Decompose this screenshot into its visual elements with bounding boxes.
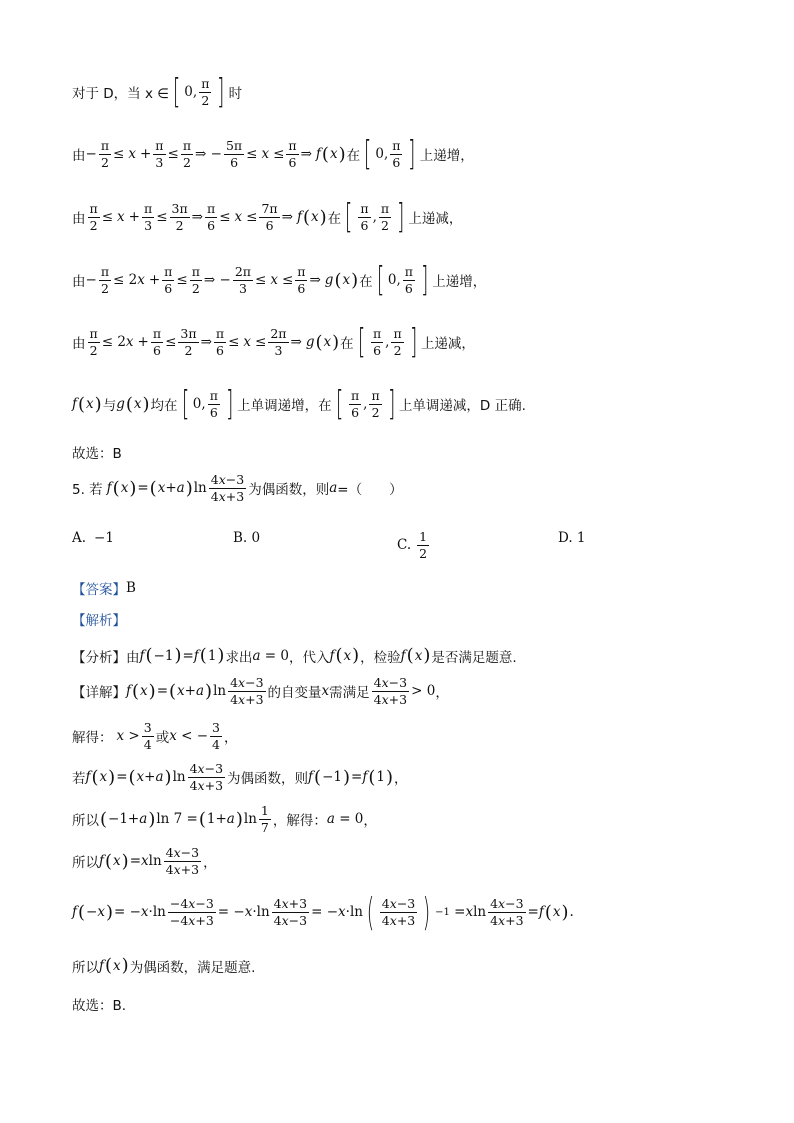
- reasoning-line-2: 由 $\frac{\pi}{2}$ ≤ x + $\frac{\pi}{3}$ ≤ $\frac{3\pi}{2}$ ⇒ $\frac{\pi}{6}$ ≤ x ≤ $\frac{7\pi}{6}$ ⇒ f ( x ) 在 [ $\frac{\pi}{6}$ , $\frac{\pi}{2}$ ] 上递减，: [72, 197, 463, 237]
- option-d[interactable]: D. 1: [558, 530, 586, 546]
- reasoning-line-4: 由 $\frac{\pi}{2}$ ≤ 2 x + $\frac{\pi}{6}$ ≤ $\frac{3\pi}{2}$ ⇒ $\frac{\pi}{6}$ ≤ x ≤ $\frac{2\pi}{3}$ ⇒ g ( x ) 在 [ $\frac{\pi}{6}$ , $\frac{\pi}{2}$ ] 上递减，: [72, 322, 475, 362]
- selection-2: 故选：B.: [72, 998, 127, 1014]
- d-intro-pre: 对于 D，当 x ∈: [72, 86, 170, 102]
- answer-tag: 【答案】: [72, 582, 126, 598]
- d-intro-line: 对于 D，当 x ∈ [ 0, $\frac{\pi}{2}$ ] 时: [72, 72, 243, 112]
- solve-a-line: 所以 ( −1+ a ) ln 7 = ( 1+ a ) ln $\frac{1}{7}$ ，解得： a = 0 ，: [72, 803, 377, 835]
- reasoning-line-1: 由 − $\frac{\pi}{2}$ ≤ x + $\frac{\pi}{3}$ ≤ $\frac{\pi}{2}$ ⇒ − $\frac{5\pi}{6}$ ≤ x ≤ $\frac{\pi}{6}$ ⇒ f ( x ) 在 [ 0, $\frac{\pi}{6}$ ] 上递增，: [72, 134, 474, 174]
- solve-line: 解得： x > $\frac{3}{4}$ 或 x < − $\frac{3}{4}$ ，: [72, 720, 238, 752]
- option-a[interactable]: A. −1: [72, 530, 114, 546]
- xiangjie-line: 【详解】 f ( x ) = ( x + a ) ln $\frac{4x-3}{4x+3}$ 的自变量 x 需满足 $\frac{4x-3}{4x+3}$ > 0 ，: [72, 675, 449, 707]
- reasoning-line-5: f ( x ) 与 g ( x ) 均在 [ 0, $\frac{\pi}{6}$ ] 上单调递增，在 [ $\frac{\pi}{6}$ , $\frac{\pi}{2}$ ] 上单调递减，D 正确.: [72, 384, 526, 424]
- fenxi-line: 【分析】 由 f ( −1 ) = f ( 1 ) 求出 a = 0 ，代入 f ( x ) ，检验 f ( x ) 是否满足题意.: [72, 645, 517, 666]
- analysis-tag: 【解析】: [72, 613, 126, 629]
- function-line: 所以 f ( x ) = x ln $\frac{4x-3}{4x+3}$ ，: [72, 845, 217, 877]
- question-5: 5. 若 f ( x ) = ( x + a ) ln $\frac{4x-3}{4x+3}$ 为偶函数，则 a =（ ）: [72, 472, 403, 504]
- option-c[interactable]: C. $\frac{1}{2}$: [397, 529, 428, 561]
- d-intro-post: 时: [228, 86, 243, 102]
- reasoning-line-3: 由 − $\frac{\pi}{2}$ ≤ 2 x + $\frac{\pi}{6}$ ≤ $\frac{\pi}{2}$ ⇒ − $\frac{2\pi}{3}$ ≤ x ≤ $\frac{\pi}{6}$ ⇒ g ( x ) 在 [ 0, $\frac{\pi}{6}$ ] 上递增，: [72, 260, 487, 300]
- answer-line: 【答案】 B: [72, 580, 136, 598]
- selection-1: 故选：B: [72, 446, 122, 462]
- conclusion-line: 所以 f ( x ) 为偶函数，满足题意.: [72, 955, 256, 976]
- verify-line: f ( − x ) = − x ·ln $\frac{-4x-3}{-4x+3}$ = − x ·ln $\frac{4x+3}{4x-3}$ = − x ·ln ( $\frac{4x-3}{4x+3}$ ) −1 = x ln $\frac{4x-3}{4x+3}$ = f ( x ) .: [72, 890, 574, 934]
- even-condition-line: 若 f ( x ) = ( x + a ) ln $\frac{4x-3}{4x+3}$ 为偶函数，则 f ( −1 ) = f ( 1 ) ，: [72, 761, 408, 793]
- option-b[interactable]: B. 0: [233, 530, 261, 546]
